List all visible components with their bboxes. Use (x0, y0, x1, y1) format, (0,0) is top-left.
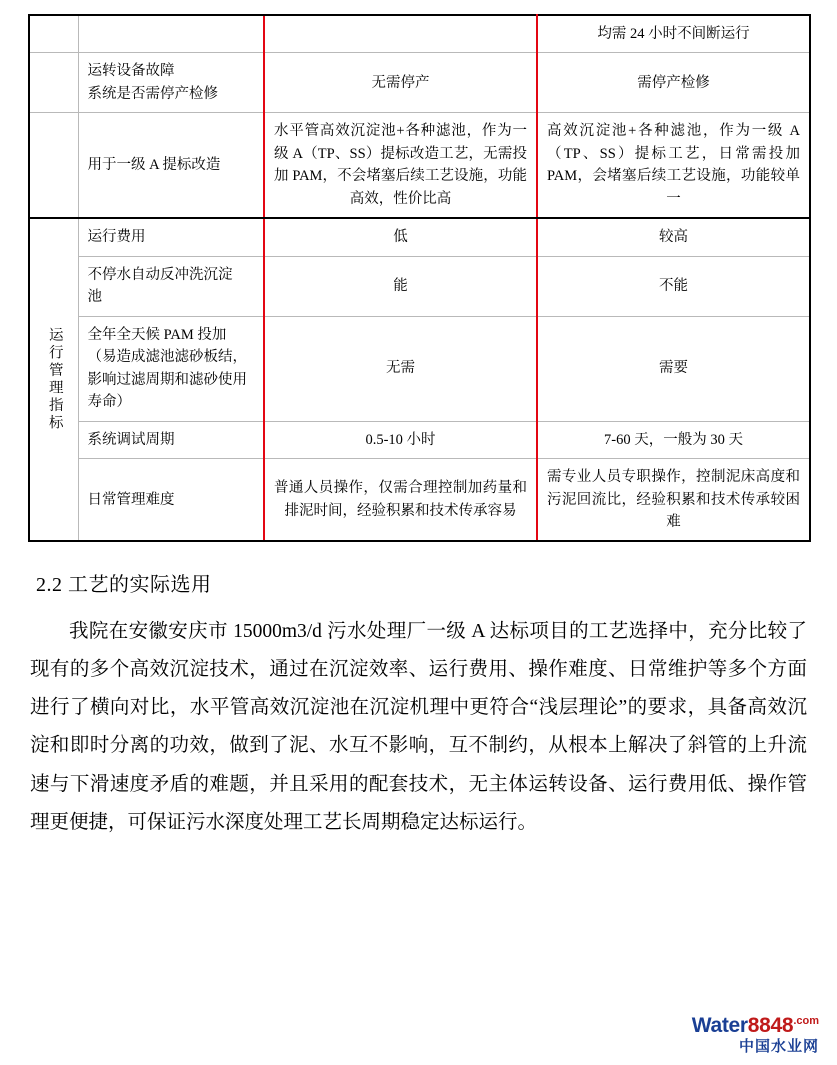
row-5-col3: 需要 (537, 316, 810, 421)
row-4-col3: 不能 (537, 256, 810, 316)
table-row (29, 421, 810, 458)
row-7-col3: 需专业人员专职操作，控制泥床高度和污泥回流比，经验积累和技术传承较困难 (537, 459, 810, 542)
row-5-label: 全年全天候 PAM 投加（易造成滤池滤砂板结，影响过滤周期和滤砂使用寿命） (78, 316, 264, 421)
row-6-label: 系统调试周期 (78, 421, 264, 458)
watermark-brand-red: 8848 (747, 1013, 794, 1037)
row-1-col3: 需停产检修 (537, 53, 810, 113)
group-label-cell (29, 218, 78, 541)
row-1-label (78, 53, 264, 113)
row-0-group-cell (29, 15, 78, 53)
row-2-col3: 高效沉淀池+各种滤池，作为一级 A（TP、SS）提标工艺，日常需投加 PAM，会堵塞后续工艺设施，功能较单一 (537, 113, 810, 218)
row-4-label-line1: 不停水自动反冲洗沉淀 (87, 266, 233, 283)
table-row (29, 15, 810, 53)
row-6-col3: 7-60 天，一般为 30 天 (537, 421, 810, 458)
row-7-col2: 普通人员操作，仅需合理控制加药量和排泥时间，经验积累和技术传承容易 (264, 459, 537, 542)
watermark-subtitle: 中国水业网 (738, 1037, 819, 1055)
table-row (29, 316, 810, 421)
row-0-col2 (264, 15, 537, 53)
row-3-col2: 低 (264, 218, 537, 256)
row-1-group-cell (29, 53, 78, 113)
row-0-label (78, 15, 264, 53)
row-7-label: 日常管理难度 (78, 459, 264, 542)
row-2-label: 用于一级 A 提标改造 (78, 113, 264, 218)
row-4-col2: 能 (264, 256, 537, 316)
comparison-table (28, 14, 811, 542)
row-0-col3: 均需 24 小时不间断运行 (537, 15, 810, 53)
document-page (0, 14, 837, 1065)
table-row (29, 113, 810, 218)
watermark-brand (692, 1014, 819, 1038)
row-4-label-line2: 池 (87, 289, 102, 306)
watermark-brand-blue: Water (691, 1013, 748, 1037)
comparison-table-wrapper (28, 14, 809, 542)
row-5-col2: 无需 (264, 316, 537, 421)
row-4-label (78, 256, 264, 316)
table-row (29, 218, 810, 256)
watermark (692, 1014, 819, 1055)
group-label-text: 运行管理指标 (46, 327, 63, 433)
watermark-brand-suffix: .com (793, 1014, 819, 1027)
section-heading: 2.2 工艺的实际选用 (36, 574, 212, 597)
table-row (29, 53, 810, 113)
row-1-label-line2: 系统是否需停产检修 (87, 85, 218, 102)
row-1-col2: 无需停产 (264, 53, 537, 113)
row-2-group-cell (29, 113, 78, 218)
row-1-label-line1: 运转设备故障 (87, 63, 175, 80)
row-2-col2: 水平管高效沉淀池+各种滤池，作为一级 A（TP、SS）提标改造工艺，无需投加 PAM，不会堵塞后续工艺设施，功能高效，性价比高 (264, 113, 537, 218)
row-3-col3: 较高 (537, 218, 810, 256)
row-3-label: 运行费用 (78, 218, 264, 256)
section-paragraph: 我院在安徽安庆市 15000m3/d 污水处理厂一级 A 达标项目的工艺选择中，充分比较了现有的多个高效沉淀技术，通过在沉淀效率、运行费用、操作难度、日常维护等多个方面进行了横向对比，水平管高效沉淀池在沉淀机理中更符合“浅层理论”的要求，具备高效沉淀和即时分离的功效，做到了泥、水互不影响，互不制约，从根本上解决了斜管的上升流速与下滑速度矛盾的难题，并且采用的配套技术，无主体运转设备、运行费用低、操作管理更便捷，可保证污水深度处理工艺长周期稳定达标运行。 (30, 621, 807, 833)
table-row (29, 256, 810, 316)
table-row (29, 459, 810, 542)
row-6-col2: 0.5-10 小时 (264, 421, 537, 458)
